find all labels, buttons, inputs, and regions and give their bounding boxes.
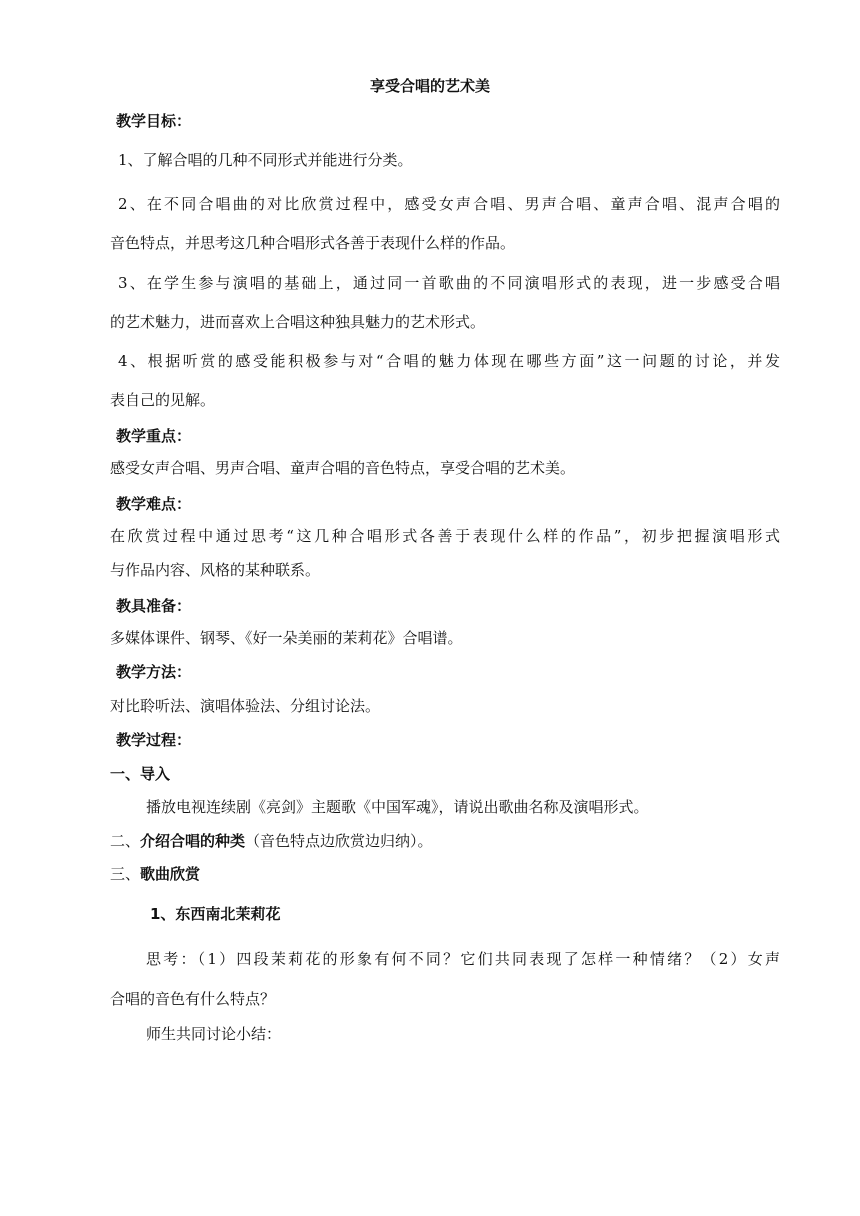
- document-title: 享受合唱的艺术美: [369, 77, 490, 95]
- difficulties-heading: 教学难点：: [116, 495, 192, 513]
- materials-heading: 教具准备：: [116, 597, 192, 615]
- section-1-text: 播放电视连续剧《亮剑》主题歌《中国军魂》，请说出歌曲名称及演唱形式。: [146, 798, 649, 816]
- difficulties-line-2: 与作品内容、风格的某种联系。: [110, 561, 321, 579]
- objective-item-3-line-1: 3、在学生参与演唱的基础上，通过同一首歌曲的不同演唱形式的表现，进一步感受合唱: [118, 274, 780, 292]
- methods-heading: 教学方法：: [116, 663, 192, 681]
- objective-item-2-line-1: 2、在不同合唱曲的对比欣赏过程中，感受女声合唱、男声合唱、童声合唱、混声合唱的: [118, 195, 780, 213]
- section-2-line: [110, 831, 433, 851]
- key-points-heading: 教学重点：: [116, 427, 192, 445]
- objective-item-1: 1、了解合唱的几种不同形式并能进行分类。: [118, 151, 413, 169]
- song-1-title: 1、东西南北茉莉花: [150, 905, 281, 923]
- difficulties-line-1: 在欣赏过程中通过思考“这几种合唱形式各善于表现什么样的作品”，初步把握演唱形式: [110, 527, 780, 545]
- summary-text: 师生共同讨论小结：: [146, 1025, 282, 1043]
- section-3-number: 三、: [110, 865, 141, 883]
- objective-item-4-line-2: 表自己的见解。: [110, 391, 216, 409]
- section-2-note: （音色特点边欣赏边归纳）。: [245, 832, 433, 850]
- section-2-title: 介绍合唱的种类: [140, 832, 246, 850]
- objectives-heading: 教学目标：: [116, 112, 192, 130]
- think-question-line-2: 合唱的音色有什么特点？: [110, 990, 276, 1008]
- section-1-heading: 一、导入: [110, 765, 171, 783]
- objective-item-3-line-2: 的艺术魅力，进而喜欢上合唱这种独具魅力的艺术形式。: [110, 313, 486, 331]
- process-heading: 教学过程：: [116, 731, 192, 749]
- think-question-line-1: 思考：（1）四段茉莉花的形象有何不同？它们共同表现了怎样一种情绪？（2）女声: [146, 950, 780, 968]
- section-2-number: 二、: [110, 832, 141, 850]
- materials-text: 多媒体课件、钢琴、《好一朵美丽的茉莉花》合唱谱。: [110, 629, 463, 647]
- section-3-line: [110, 864, 200, 884]
- key-points-text: 感受女声合唱、男声合唱、童声合唱的音色特点，享受合唱的艺术美。: [110, 459, 576, 477]
- objective-item-4-line-1: 4、根据听赏的感受能积极参与对“合唱的魅力体现在哪些方面”这一问题的讨论，并发: [118, 352, 780, 370]
- methods-text: 对比聆听法、演唱体验法、分组讨论法。: [110, 697, 381, 715]
- section-3-title: 歌曲欣赏: [140, 865, 201, 883]
- objective-item-2-line-2: 音色特点，并思考这几种合唱形式各善于表现什么样的作品。: [110, 234, 516, 252]
